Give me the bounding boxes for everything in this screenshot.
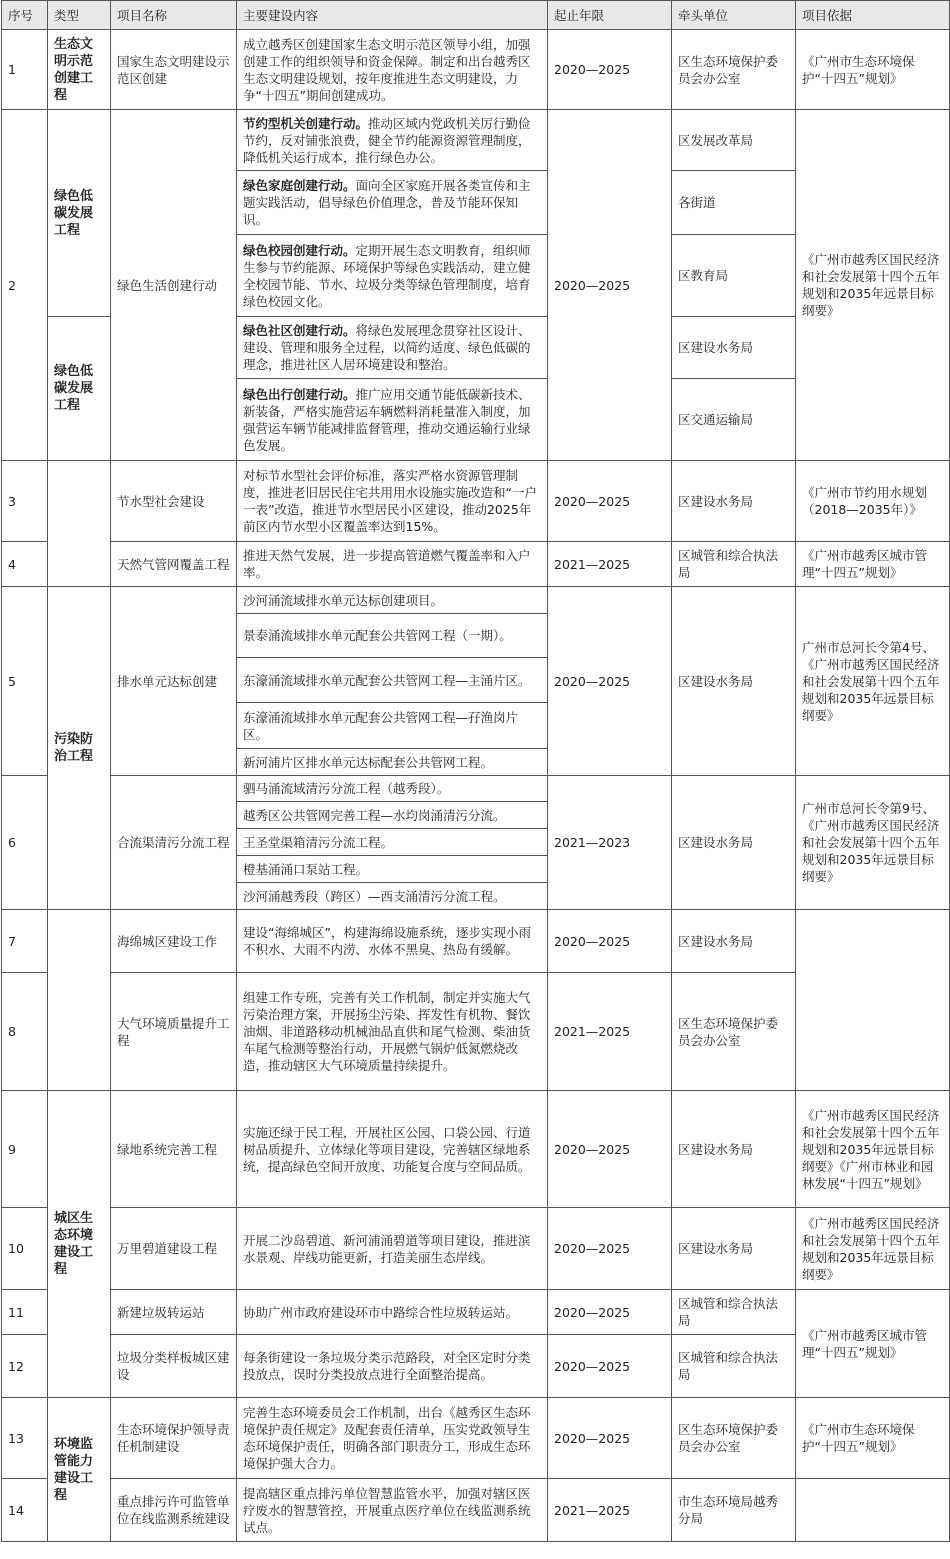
project-basis: 广州市总河长令第9号、《广州市越秀区国民经济和社会发展第十四个五年规划和2035年远景目标纲要》 [796, 776, 950, 910]
project-basis: 《广州市越秀区国民经济和社会发展第十四个五年规划和2035年远景目标纲要》 [796, 110, 950, 461]
table-row [2, 1479, 950, 1542]
project-years: 2021—2025 [548, 973, 672, 1091]
project-basis: 《广州市越秀区国民经济和社会发展第十四个五年规划和2035年远景目标纲要》 [796, 1208, 950, 1290]
project-content-item: 新河浦片区排水单元达标配套公共管网工程。 [237, 749, 548, 776]
row-no: 10 [2, 1208, 48, 1290]
project-lead: 区发展改革局 [672, 110, 796, 171]
row-no: 12 [2, 1335, 48, 1398]
project-lead: 区建设水务局 [672, 910, 796, 973]
project-name: 绿地系统完善工程 [111, 1091, 237, 1208]
project-years: 2020—2025 [548, 910, 672, 973]
row-no: 8 [2, 973, 48, 1091]
header-name: 项目名称 [111, 1, 237, 30]
item-title: 节约型机关创建行动。 [243, 115, 369, 131]
project-content: 成立越秀区创建国家生态文明示范区领导小组，加强创建工作的组织领导和资金保障。制定和出台越秀区生态文明建设规划，按年度推进生态文明建设，力争“十四五”期间创建成功。 [237, 30, 548, 110]
project-years: 2020—2025 [548, 587, 672, 776]
project-content-item [237, 317, 548, 379]
project-content-item: 景泰涌流域排水单元配套公共管网工程（一期）。 [237, 614, 548, 658]
project-lead: 区生态环境保护委员会办公室 [672, 1398, 796, 1479]
item-title: 绿色出行创建行动。 [243, 386, 356, 402]
project-lead: 区建设水务局 [672, 587, 796, 776]
project-content-item: 越秀区公共管网完善工程—水均岗涌清污分流。 [237, 802, 548, 829]
project-content-item: 东濠涌流域排水单元配套公共管网工程—孖渔岗片区。 [237, 703, 548, 749]
project-content: 协助广州市政府建设环市中路综合性垃圾转运站。 [237, 1290, 548, 1335]
item-text: 定期开展生态文明教育，组织师生参与节约能源、环境保护等绿色实践活动，建立健全校园节能、节水、垃圾分类等绿色管理制度，培育绿色校园文化。 [243, 242, 531, 309]
project-content-item: 王圣堂渠箱清污分流工程。 [237, 829, 548, 856]
project-lead: 区建设水务局 [672, 317, 796, 379]
project-basis: 广州市总河长令第4号、《广州市越秀区国民经济和社会发展第十四个五年规划和2035年远景目标纲要》 [796, 587, 950, 776]
project-content: 完善生态环境委员会工作机制，出台《越秀区生态环境保护责任规定》及配套责任清单，压实党政领导生态环境保护责任，明确各部门职责分工，形成生态环境保护强大合力。 [237, 1398, 548, 1479]
row-no: 9 [2, 1091, 48, 1208]
project-lead: 区城管和综合执法局 [672, 542, 796, 587]
item-text: 推动区域内党政机关厉行勤俭节约，反对铺张浪费，健全节约能源资源管理制度，降低机关运行成本，推行绿色办公。 [243, 115, 531, 165]
table-row [2, 776, 950, 802]
project-years: 2021—2025 [548, 542, 672, 587]
project-content-item [237, 171, 548, 235]
project-name: 海绵城区建设工作 [111, 910, 237, 973]
project-lead: 区教育局 [672, 235, 796, 317]
table-row [2, 587, 950, 614]
item-title: 绿色校园创建行动。 [243, 242, 356, 258]
project-lead: 区建设水务局 [672, 1091, 796, 1208]
project-basis: 《广州市越秀区城市管理“十四五”规划》 [796, 1290, 950, 1398]
type-cell: 环境监管能力建设工程 [48, 1398, 111, 1542]
project-years: 2020—2025 [548, 1091, 672, 1208]
project-name: 新建垃圾转运站 [111, 1290, 237, 1335]
project-lead: 区建设水务局 [672, 776, 796, 910]
project-name: 天然气管网覆盖工程 [111, 542, 237, 587]
project-content: 每条街建设一条垃圾分类示范路段，对全区定时分类投放点，误时分类投放点进行全面整治提高。 [237, 1335, 548, 1398]
type-cell: 绿色低碳发展工程 [48, 110, 111, 317]
project-years: 2020—2025 [548, 1290, 672, 1335]
table-row [2, 1091, 950, 1208]
row-no: 7 [2, 910, 48, 973]
row-no: 14 [2, 1479, 48, 1542]
item-title: 绿色家庭创建行动。 [243, 178, 356, 193]
project-name: 绿色生活创建行动 [111, 110, 237, 461]
project-content: 提高辖区重点排污单位智慧监管水平，加强对辖区医疗废水的智慧管控，开展重点医疗单位在线监测系统试点。 [237, 1479, 548, 1542]
item-text: 推广应用交通节能低碳新技术、新装备，严格实施营运车辆燃料消耗量准入制度，加强营运车辆节能减排监督管理，推动交通运输行业绿色发展。 [243, 386, 531, 453]
project-lead: 各街道 [672, 171, 796, 235]
item-text: 面向全区家庭开展各类宣传和主题实践活动，倡导绿色价值理念，普及节能环保知识。 [243, 178, 531, 227]
project-content: 组建工作专班，完善有关工作机制，制定并实施大气污染治理方案，开展扬尘污染、挥发性有机物、餐饮油烟、非道路移动机械油品直供和尾气检测、柴油货车尾气检测等整治行动，开展燃气锅炉低氮燃烧改造，推动辖区大气环境质量持续提升。 [237, 973, 548, 1091]
row-no: 13 [2, 1398, 48, 1479]
item-title: 绿色社区创建行动。 [243, 323, 356, 338]
project-basis: 《广州市越秀区国民经济和社会发展第十四个五年规划和2035年远景目标纲要》《广州市林业和园林发展“十四五”规划》 [796, 1091, 950, 1208]
header-row [2, 1, 950, 30]
project-lead: 区城管和综合执法局 [672, 1290, 796, 1335]
header-no: 序号 [2, 1, 48, 30]
project-lead: 市生态环境局越秀分局 [672, 1479, 796, 1542]
type-cell: 生态文明示范创建工程 [48, 30, 111, 110]
project-content-item: 沙河涌流域排水单元达标创建项目。 [237, 587, 548, 614]
project-content-item: 驷马涌流域清污分流工程（越秀段）。 [237, 776, 548, 802]
project-basis-empty [796, 1479, 950, 1542]
row-no: 1 [2, 30, 48, 110]
project-name: 排水单元达标创建 [111, 587, 237, 776]
table-row [2, 542, 950, 587]
project-name: 生态环境保护领导责任机制建设 [111, 1398, 237, 1479]
project-name: 合流渠清污分流工程 [111, 776, 237, 910]
project-basis: 《广州市生态环境保护“十四五”规划》 [796, 1398, 950, 1479]
project-table [1, 0, 950, 1542]
project-years: 2021—2023 [548, 776, 672, 910]
table-row [2, 30, 950, 110]
project-years: 2021—2025 [548, 1479, 672, 1542]
project-lead: 区建设水务局 [672, 1208, 796, 1290]
project-lead: 区交通运输局 [672, 379, 796, 461]
project-content: 建设“海绵城区”，构建海绵设施系统，逐步实现小雨不积水、大雨不内涝、水体不黑臭、热岛有缓解。 [237, 910, 548, 973]
project-lead: 区生态环境保护委员会办公室 [672, 973, 796, 1091]
project-lead: 区建设水务局 [672, 461, 796, 542]
row-no: 4 [2, 542, 48, 587]
project-years: 2020—2025 [548, 1208, 672, 1290]
project-content-item: 橙基涌涌口泵站工程。 [237, 856, 548, 883]
project-years: 2020—2025 [548, 30, 672, 110]
header-type: 类型 [48, 1, 111, 30]
row-no: 11 [2, 1290, 48, 1335]
header-content: 主要建设内容 [237, 1, 548, 30]
project-basis: 《广州市越秀区城市管理“十四五”规划》 [796, 542, 950, 587]
project-name: 大气环境质量提升工程 [111, 973, 237, 1091]
project-years: 2020—2025 [548, 1335, 672, 1398]
type-cell: 城区生态环境建设工程 [48, 1091, 111, 1398]
project-basis-empty [796, 910, 950, 1091]
project-lead: 区城管和综合执法局 [672, 1335, 796, 1398]
row-no: 2 [2, 110, 48, 461]
project-content-item [237, 235, 548, 317]
project-content: 实施还绿于民工程，开展社区公园、口袋公园、行道树品质提升、立体绿化等项目建设，完善辖区绿地系统，提高绿色空间开放度、功能复合度与空间品质。 [237, 1091, 548, 1208]
project-name: 垃圾分类样板城区建设 [111, 1335, 237, 1398]
project-name: 万里碧道建设工程 [111, 1208, 237, 1290]
table-row [2, 1290, 950, 1335]
project-years: 2020—2025 [548, 461, 672, 542]
table-row [2, 1398, 950, 1479]
item-text: 将绿色发展理念贯穿社区设计、建设、管理和服务全过程，以简约适度、绿色低碳的理念，推进社区人居环境建设和整治。 [243, 323, 531, 372]
project-content: 推进天然气发展，进一步提高管道燃气覆盖率和入户率。 [237, 542, 548, 587]
project-years: 2020—2025 [548, 110, 672, 461]
project-lead: 区生态环境保护委员会办公室 [672, 30, 796, 110]
project-content-item: 沙河涌越秀段（跨区）—西支涌清污分流工程。 [237, 883, 548, 910]
type-cell-empty [48, 461, 111, 587]
project-name: 国家生态文明建设示范区创建 [111, 30, 237, 110]
type-cell: 绿色低碳发展工程 [48, 317, 111, 461]
project-basis: 《广州市节约用水规划（2018—2035年）》 [796, 461, 950, 542]
project-name: 重点排污许可监管单位在线监测系统建设 [111, 1479, 237, 1542]
project-content: 开展二沙岛碧道、新河浦涌碧道等项目建设，推进滨水景观、岸线功能更新，打造美丽生态岸线。 [237, 1208, 548, 1290]
project-content-item [237, 379, 548, 461]
project-basis: 《广州市生态环境保护“十四五”规划》 [796, 30, 950, 110]
row-no: 5 [2, 587, 48, 776]
header-lead: 牵头单位 [672, 1, 796, 30]
row-no: 6 [2, 776, 48, 910]
header-years: 起止年限 [548, 1, 672, 30]
project-content-item [237, 110, 548, 171]
project-content-item: 东濠涌流域排水单元配套公共管网工程—主涌片区。 [237, 658, 548, 703]
table-row [2, 1208, 950, 1290]
project-years: 2020—2025 [548, 1398, 672, 1479]
table-row [2, 461, 950, 542]
type-cell-empty [48, 910, 111, 1091]
header-basis: 项目依据 [796, 1, 950, 30]
type-cell: 污染防治工程 [48, 587, 111, 910]
table-row [2, 110, 950, 171]
table-row [2, 910, 950, 973]
project-content: 对标节水型社会评价标准，落实严格水资源管理制度，推进老旧居民住宅共用用水设施实施改造和“一户一表”改造，推进节水型居民小区建设，推动2025年前区内节水型小区覆盖率达到15%。 [237, 461, 548, 542]
project-name: 节水型社会建设 [111, 461, 237, 542]
row-no: 3 [2, 461, 48, 542]
